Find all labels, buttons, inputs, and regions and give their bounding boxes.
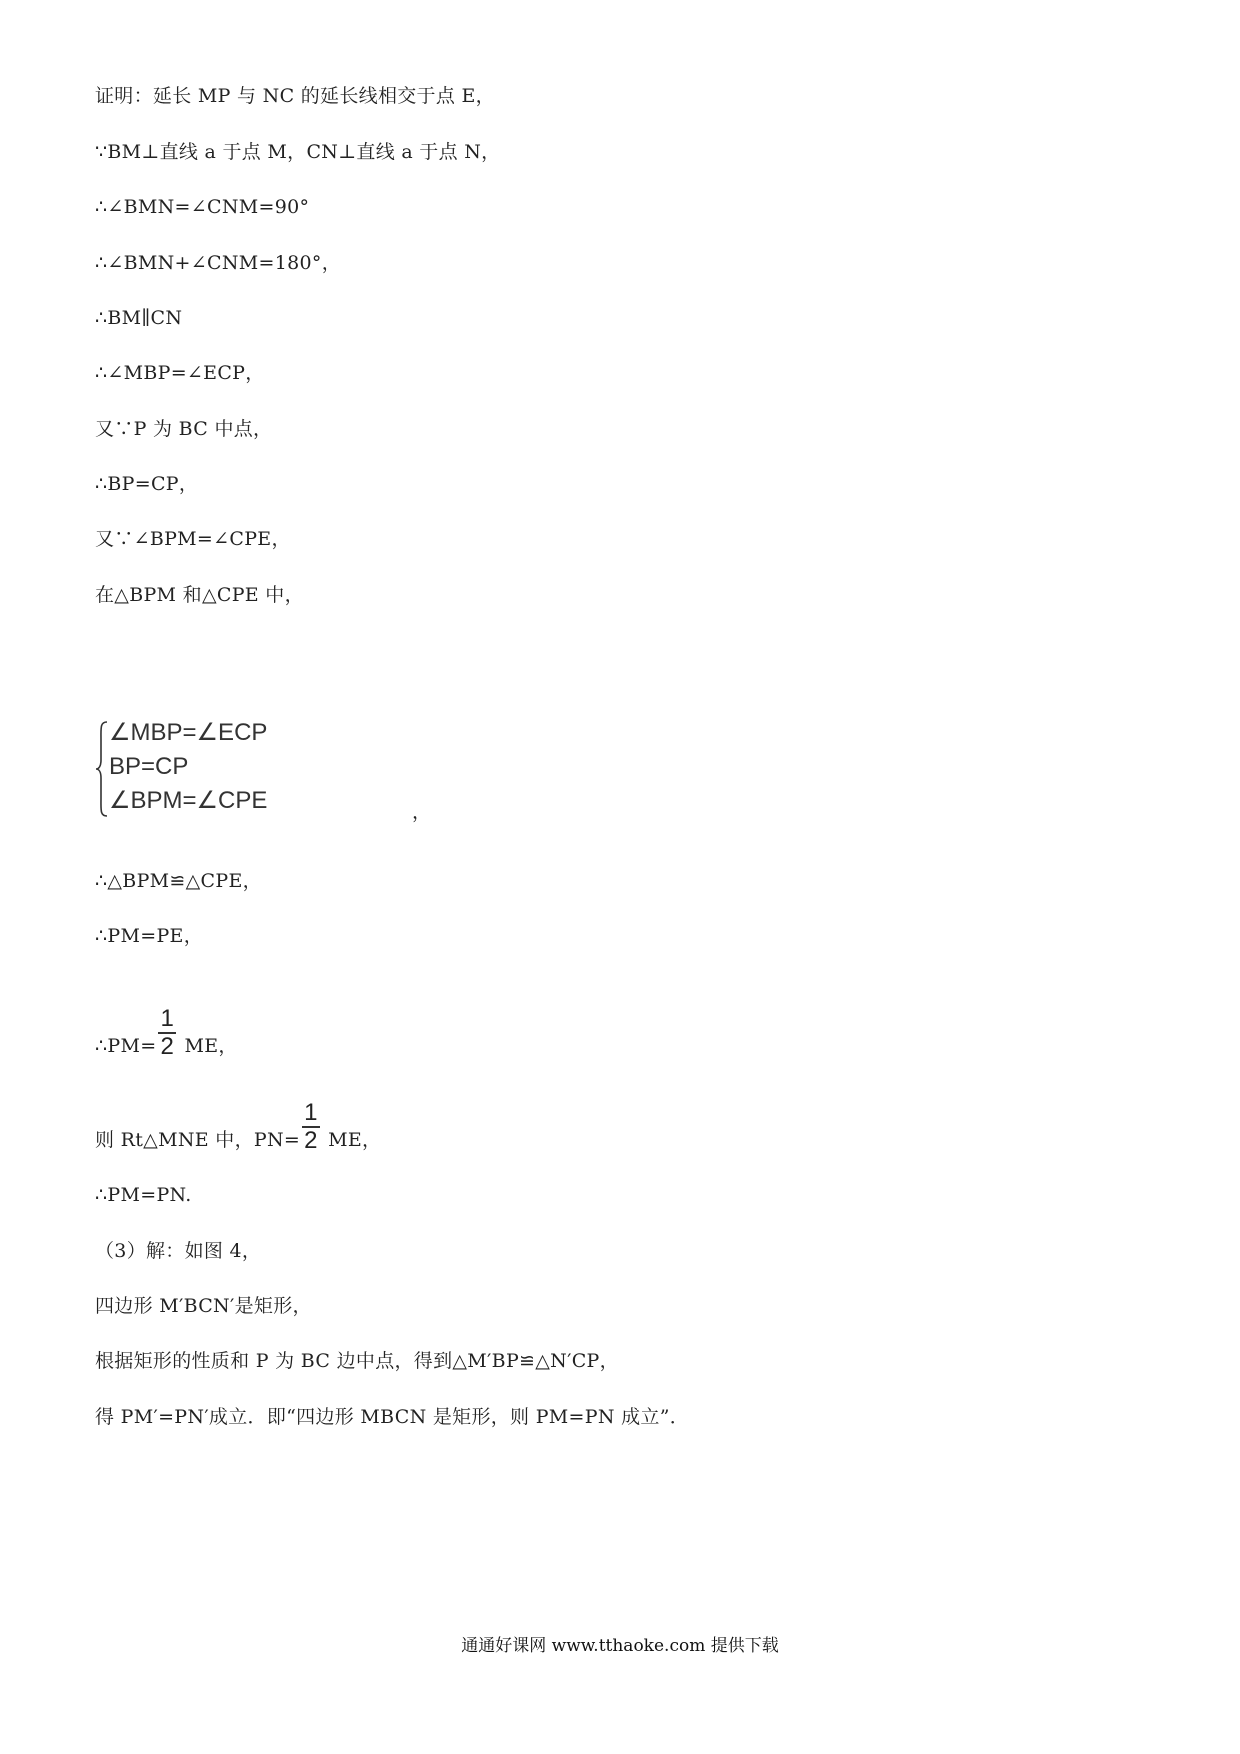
page-footer: 通通好课网 www.tthaoke.com 提供下载 bbox=[461, 1636, 779, 1656]
system-row-3: ∠BPM=∠CPE bbox=[109, 787, 268, 814]
proof-line-4: ∴∠BMN+∠CNM=180°， bbox=[95, 252, 341, 274]
proof-line-1: 证明：延长 MP 与 NC 的延长线相交于点 E， bbox=[95, 85, 495, 107]
part3-line-2: 根据矩形的性质和 P 为 BC 边中点，得到△M′BP≌△N′CP， bbox=[95, 1350, 619, 1372]
pn-half-me-line bbox=[95, 1099, 382, 1168]
fraction-one-half: $\frac{1}{2}$ bbox=[160, 1005, 175, 1060]
part3-line-3: 得 PM′=PN′成立．即“四边形 MBCN 是矩形，则 PM=PN 成立”． bbox=[95, 1406, 690, 1428]
system-trailing-comma: ， bbox=[412, 801, 432, 823]
part3-heading: （3）解：如图 4， bbox=[95, 1240, 262, 1262]
part3-line-1: 四边形 M′BCN′是矩形， bbox=[95, 1295, 312, 1317]
proof-line-3: ∴∠BMN=∠CNM=90° bbox=[95, 196, 310, 218]
proof-line-6: ∴∠MBP=∠ECP， bbox=[95, 362, 265, 384]
left-brace-icon bbox=[95, 720, 109, 818]
system-row-1: ∠MBP=∠ECP bbox=[109, 719, 268, 746]
congruence-line: ∴△BPM≌△CPE， bbox=[95, 870, 262, 892]
pm-half-prefix: ∴PM= bbox=[95, 1035, 157, 1057]
proof-line-8: ∴BP=CP， bbox=[95, 473, 199, 495]
pm-half-me-line bbox=[95, 1005, 238, 1074]
fraction-one-half: $\frac{1}{2}$ bbox=[304, 1099, 318, 1154]
pn-half-prefix: 则 Rt△MNE 中，PN= bbox=[95, 1129, 301, 1151]
proof-line-5: ∴BM∥CN bbox=[95, 307, 183, 329]
proof-line-7: 又∵P 为 BC 中点， bbox=[95, 418, 273, 440]
pn-half-suffix: ME， bbox=[321, 1129, 382, 1151]
conclusion-line: ∴PM=PN. bbox=[95, 1184, 192, 1206]
pm-pe-line: ∴PM=PE， bbox=[95, 925, 204, 947]
system-row-2: BP=CP bbox=[109, 753, 189, 780]
proof-line-10: 在△BPM 和△CPE 中， bbox=[95, 584, 304, 606]
pm-half-suffix: ME， bbox=[178, 1035, 238, 1057]
proof-line-9: 又∵∠BPM=∠CPE， bbox=[95, 528, 291, 550]
proof-line-2: ∵BM⊥直线 a 于点 M，CN⊥直线 a 于点 N， bbox=[95, 141, 501, 163]
equation-system bbox=[95, 718, 435, 824]
